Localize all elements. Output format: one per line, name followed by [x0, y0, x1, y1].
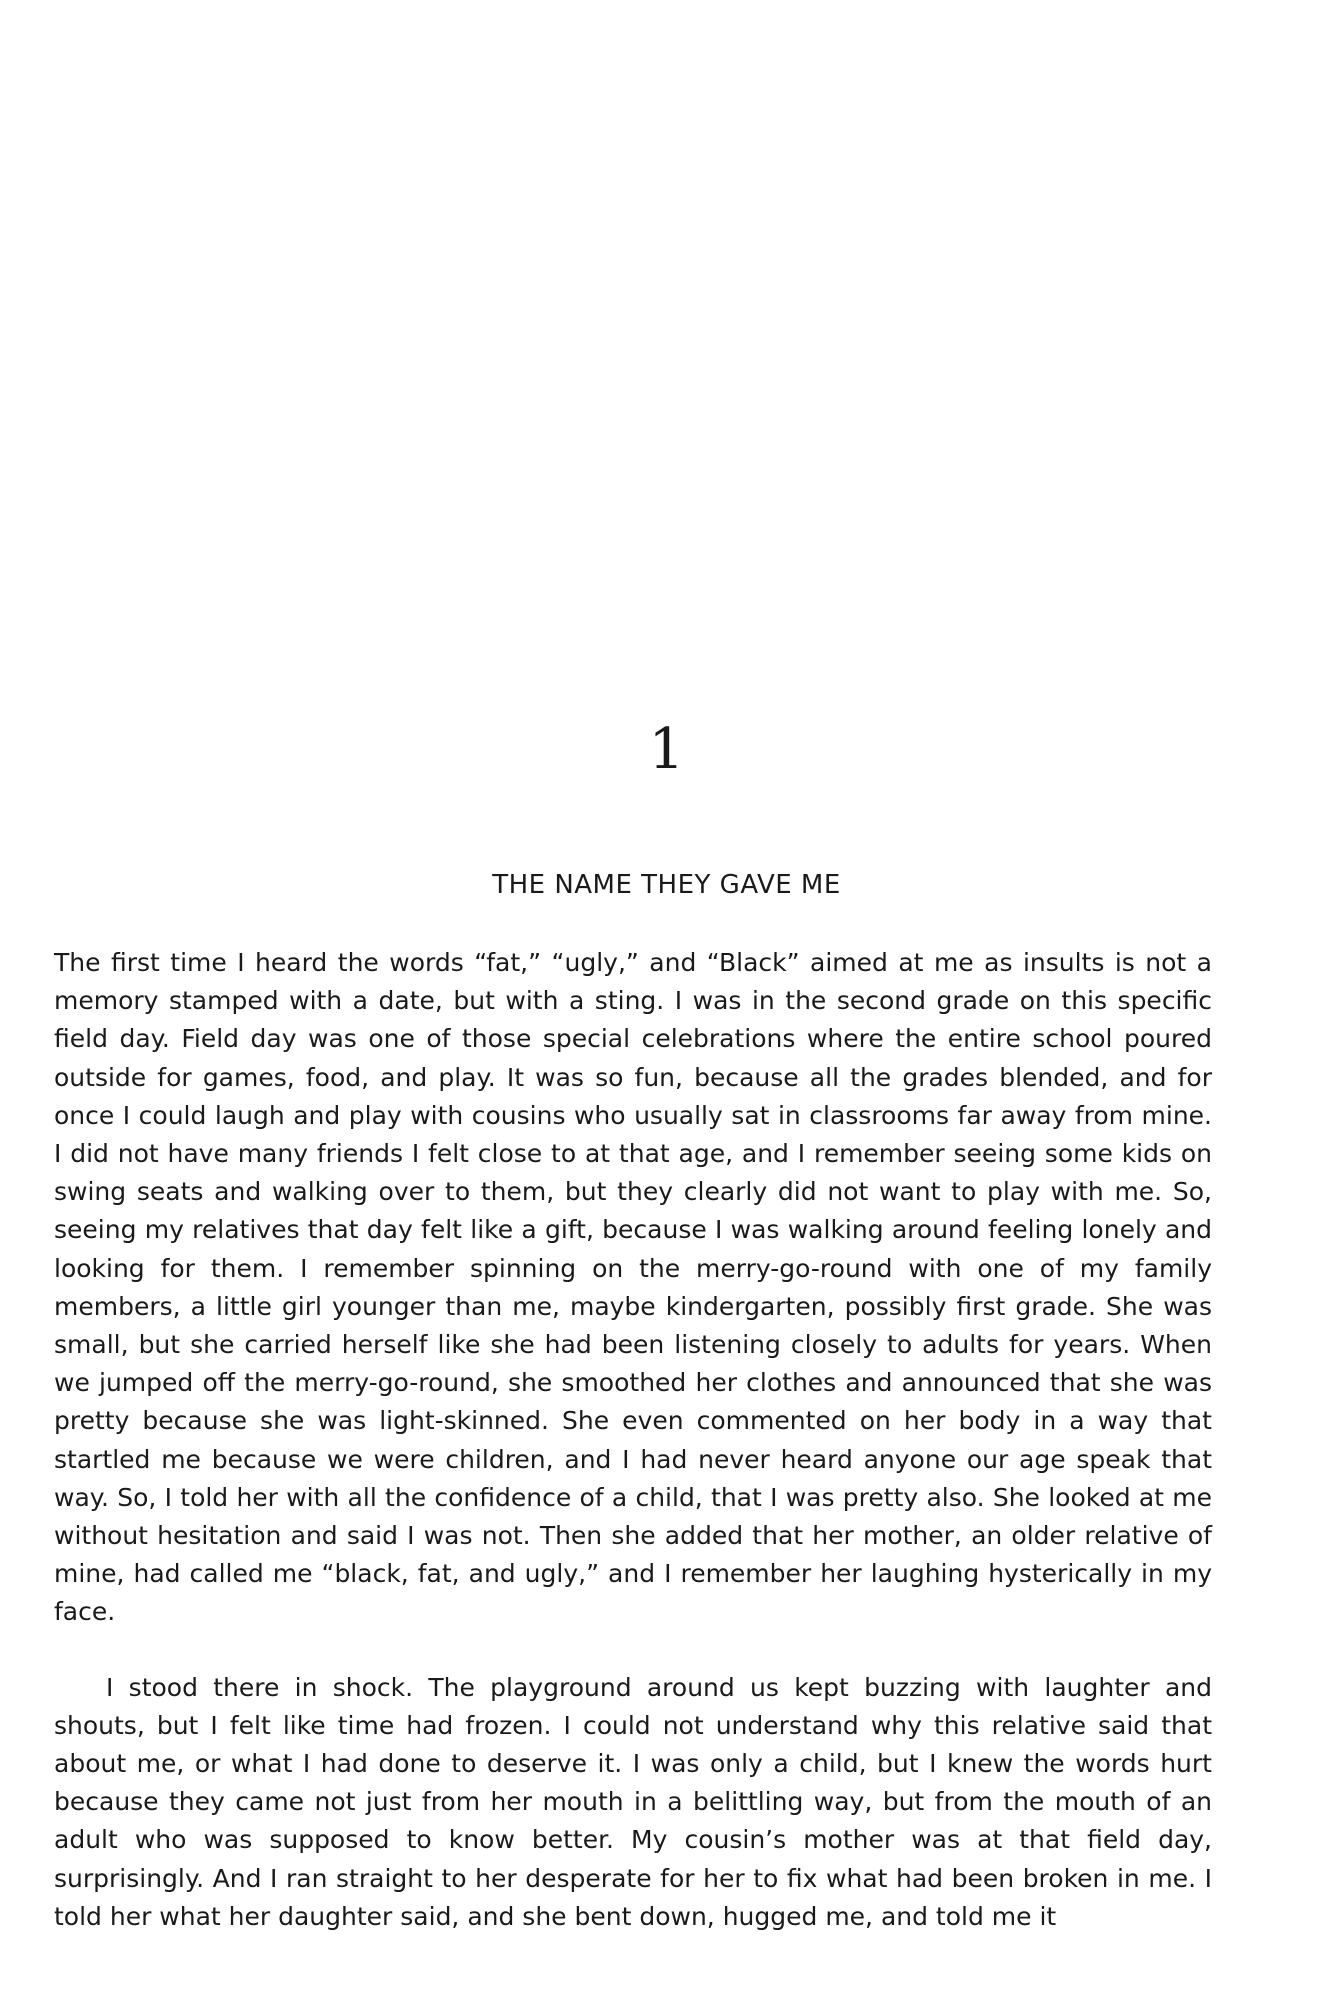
chapter-number: 1 [648, 717, 685, 782]
body-paragraph: I stood there in shock. The playground around us kept buzzing with laughter and shouts, but I felt like time had frozen. I could not understand why this relative said that about me, or what I had done to deserve it. I was only a child, but I knew the words hurt because they came not just from her mouth in a belittling way, but from the mouth of an adult who was supposed to know better. My cousin’s mother was at that field day, surprisingly. And I ran straight to her desperate for her to fix what had been broken in me. I told her what her daughter said, and she bent down, hugged me, and told me it [54, 1672, 1212, 1931]
chapter-body [54, 944, 1212, 1936]
chapter-title: THE NAME THEY GAVE ME [492, 870, 841, 900]
body-paragraph: The first time I heard the words “fat,” “ugly,” and “Black” aimed at me as insults is not a memory stamped with a date, but with a sting. I was in the second grade on this specific field day. Field day was one of those special celebrations where the entire school poured outside for games, food, and play. It was so fun, because all the grades blended, and for once I could laugh and play with cousins who usually sat in classrooms far away from mine. I did not have many friends I felt close to at that age, and I remember seeing some kids on swing seats and walking over to them, but they clearly did not want to play with me. So, seeing my relatives that day felt like a gift, because I was walking around feeling lonely and looking for them. I remember spinning on the merry-go-round with one of my family members, a little girl younger than me, maybe kindergarten, possibly first grade. She was small, but she carried herself like she had been listening closely to adults for years. When we jumped off the merry-go-round, she smoothed her clothes and announced that she was pretty because she was light-skinned. She even commented on her body in a way that startled me because we were children, and I had never heard anyone our age speak that way. So, I told her with all the confidence of a child, that I was pretty also. She looked at me without hesitation and said I was not. Then she added that her mother, an older relative of mine, had called me “black, fat, and ugly,” and I remember her laughing hysterically in my face. [54, 948, 1212, 1627]
